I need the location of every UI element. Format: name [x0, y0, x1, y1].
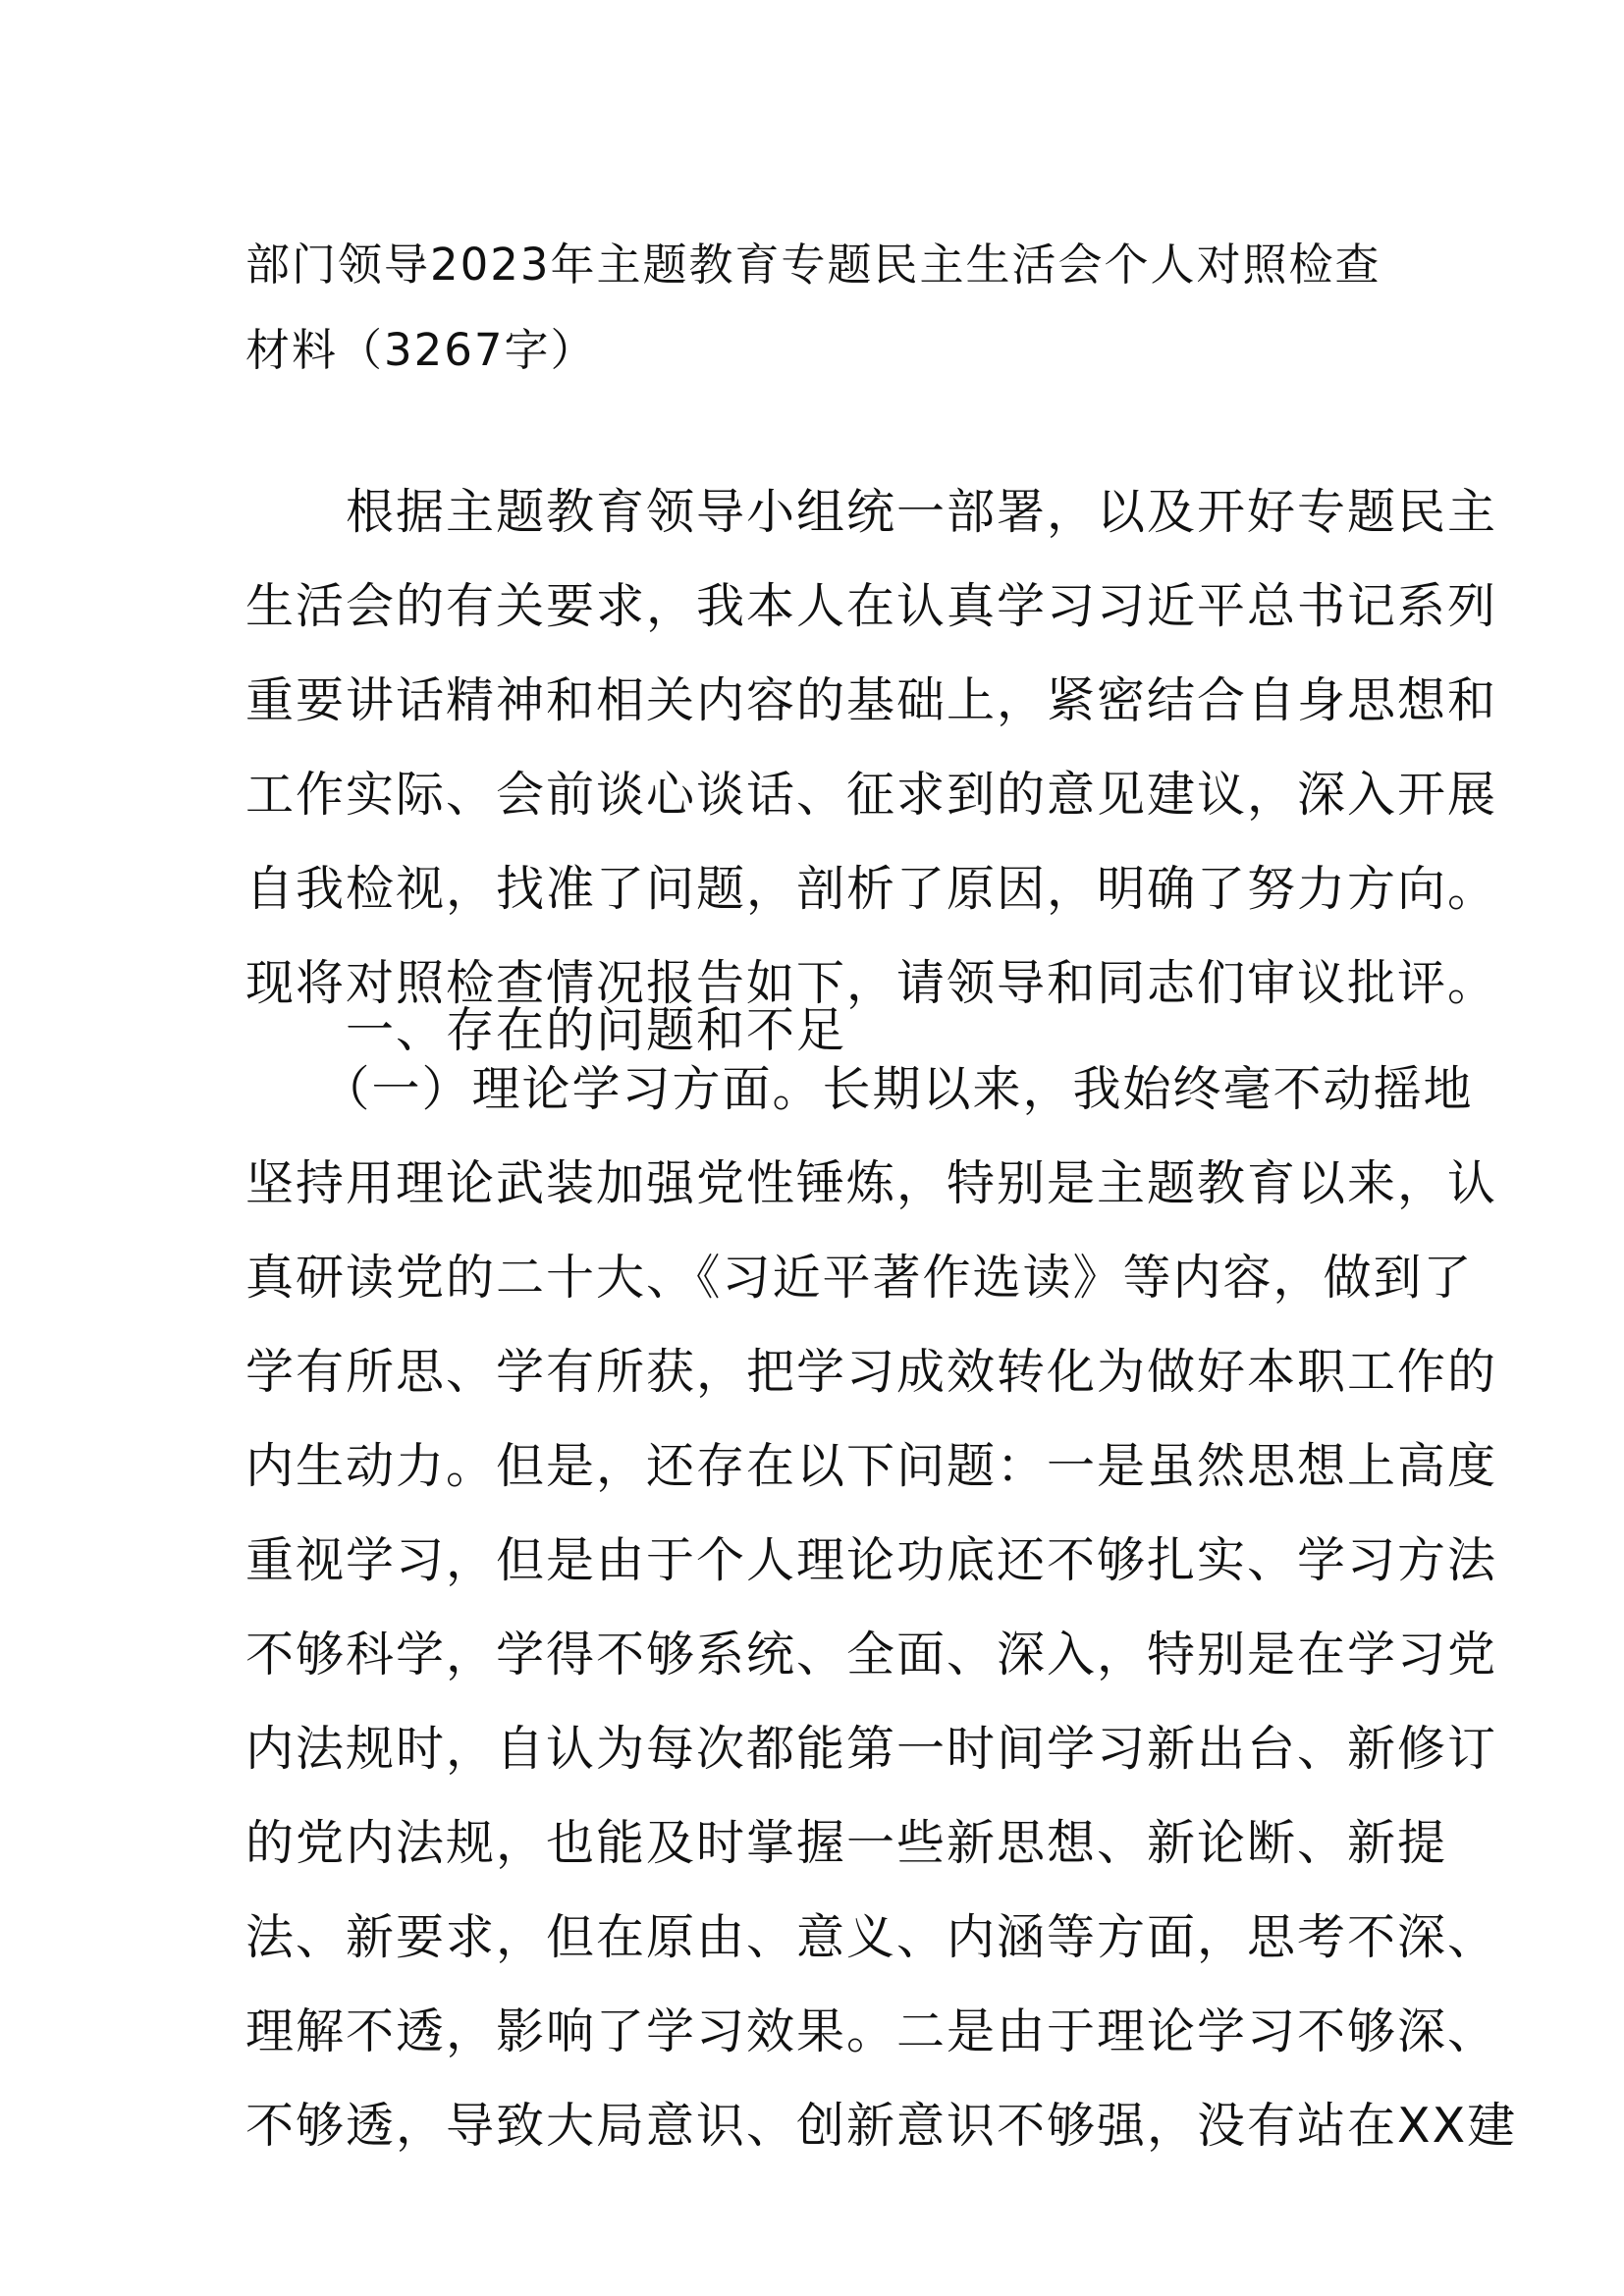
body-line: 理解不透，影响了学习效果。二是由于理论学习不够深、 — [245, 2003, 1498, 2059]
body-line: 法、新要求，但在原由、意义、内涵等方面，思考不深、 — [245, 1909, 1498, 1965]
body-line: 真研读党的二十大、《习近平著作选读》等内容，做到了 — [245, 1250, 1474, 1306]
body-line: 内法规时，自认为每次都能第一时间学习新出台、新修订 — [245, 1721, 1498, 1777]
body-line: 学有所思、学有所获，把学习成效转化为做好本职工作的 — [245, 1344, 1498, 1400]
body-line: 坚持用理论武装加强党性锤炼，特别是主题教育以来，认 — [245, 1155, 1498, 1211]
body-line: 重要讲话精神和相关内容的基础上，紧密结合自身思想和 — [245, 672, 1498, 728]
section-heading: 一、存在的问题和不足 — [245, 1002, 847, 1058]
body-line: 生活会的有关要求，我本人在认真学习习近平总书记系列 — [245, 578, 1498, 634]
body-line: 工作实际、会前谈心谈话、征求到的意见建议，深入开展 — [245, 767, 1498, 823]
body-line: 不够科学，学得不够系统、全面、深入，特别是在学习党 — [245, 1627, 1498, 1682]
body-line: 重视学习，但是由于个人理论功底还不够扎实、学习方法 — [245, 1532, 1498, 1588]
body-line: 根据主题教育领导小组统一部署，以及开好专题民主 — [245, 484, 1498, 540]
body-line: 不够透，导致大局意识、创新意识不够强，没有站在XX建 — [245, 2098, 1518, 2154]
body-line: 的党内法规，也能及时掌握一些新思想、新论断、新提 — [245, 1815, 1448, 1871]
body-line: 现将对照检查情况报告如下，请领导和同志们审议批评。 — [245, 955, 1498, 1011]
body-line: 自我检视，找准了问题，剖析了原因，明确了努力方向。 — [245, 861, 1498, 917]
document-title: 部门领导2023年主题教育专题民主生活会个人对照检查材料（3267字） — [245, 239, 1381, 376]
body-line: （一）理论学习方面。长期以来，我始终毫不动摇地 — [245, 1061, 1474, 1117]
body-line: 内生动力。但是，还存在以下问题：一是虽然思想上高度 — [245, 1438, 1498, 1494]
